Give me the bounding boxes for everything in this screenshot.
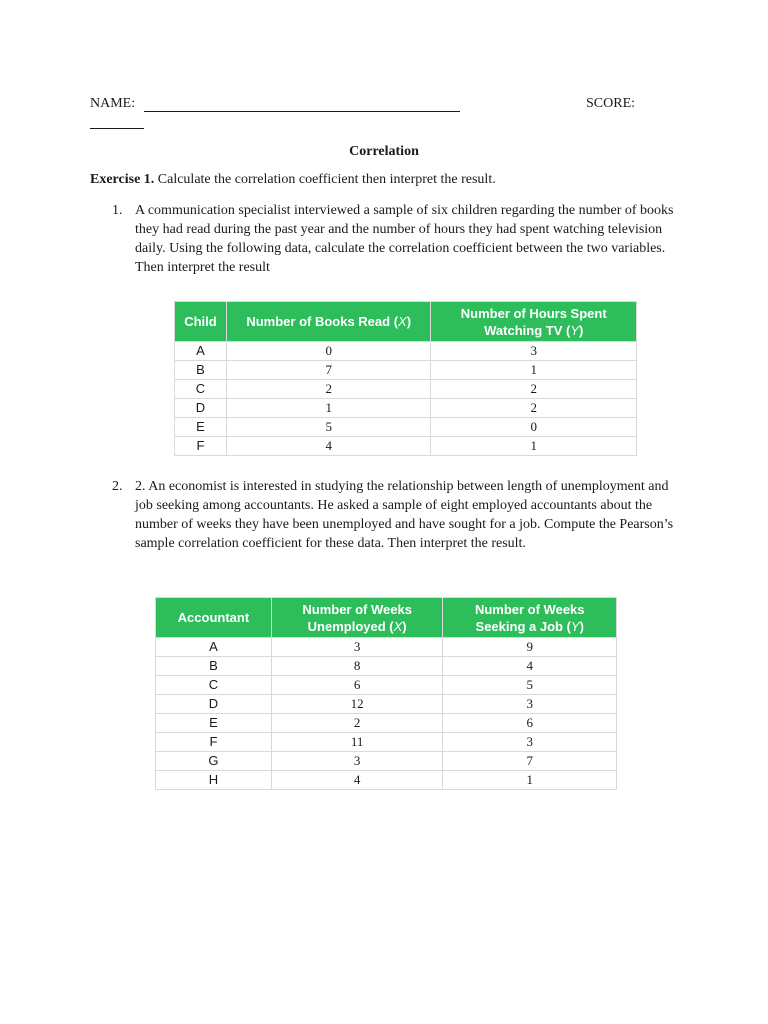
header-weeks-seeking-job: Number of Weeks Seeking a Job (Y) (443, 598, 617, 638)
value-cell: 12 (271, 695, 443, 714)
value-cell: 5 (443, 676, 617, 695)
row-label-cell: E (156, 714, 272, 733)
value-cell: 3 (271, 752, 443, 771)
table-row (175, 361, 637, 380)
value-cell: 8 (271, 657, 443, 676)
exercise-heading (90, 170, 496, 189)
value-cell: 7 (226, 361, 431, 380)
header-hours-tv: Number of Hours Spent Watching TV (Y) (431, 302, 637, 342)
table-row (156, 676, 617, 695)
header-weeks-unemployed: Number of Weeks Unemployed (X) (271, 598, 443, 638)
row-label-cell: G (156, 752, 272, 771)
score-blank-line (90, 128, 144, 129)
value-cell: 1 (443, 771, 617, 790)
value-cell: 2 (431, 399, 637, 418)
table-header-row (175, 302, 637, 342)
row-label-cell: E (175, 418, 227, 437)
value-cell: 4 (443, 657, 617, 676)
value-cell: 1 (431, 361, 637, 380)
name-label: NAME: (90, 96, 136, 111)
page-title: Correlation (349, 144, 419, 159)
table-row (175, 418, 637, 437)
value-cell: 11 (271, 733, 443, 752)
row-label-cell: D (175, 399, 227, 418)
value-cell: 6 (271, 676, 443, 695)
weeks-unemployed-table (155, 597, 617, 790)
value-cell: 2 (431, 380, 637, 399)
table-row (175, 342, 637, 361)
table-row (156, 638, 617, 657)
table-row (156, 771, 617, 790)
table-row (156, 714, 617, 733)
table-row (156, 733, 617, 752)
score-label: SCORE: (586, 96, 636, 111)
value-cell: 6 (443, 714, 617, 733)
table-header-row (156, 598, 617, 638)
books-tv-table (174, 301, 637, 456)
value-cell: 3 (443, 733, 617, 752)
row-label-cell: C (156, 676, 272, 695)
name-blank-line (144, 111, 460, 112)
value-cell: 0 (431, 418, 637, 437)
value-cell: 1 (431, 437, 637, 456)
value-cell: 1 (226, 399, 431, 418)
header-child: Child (175, 302, 227, 342)
row-label-cell: C (175, 380, 227, 399)
table-row (156, 657, 617, 676)
table-row (175, 399, 637, 418)
value-cell: 3 (271, 638, 443, 657)
exercise-instruction: Calculate the correlation coefficient then interpret the result. (157, 172, 496, 187)
table-row (175, 380, 637, 399)
value-cell: 7 (443, 752, 617, 771)
value-cell: 2 (226, 380, 431, 399)
value-cell: 0 (226, 342, 431, 361)
row-label-cell: H (156, 771, 272, 790)
question-1-number: 1. (112, 203, 123, 218)
header-accountant: Accountant (156, 598, 272, 638)
value-cell: 3 (431, 342, 637, 361)
row-label-cell: D (156, 695, 272, 714)
value-cell: 9 (443, 638, 617, 657)
value-cell: 3 (443, 695, 617, 714)
header-books-read: Number of Books Read (X) (226, 302, 431, 342)
question-2-number: 2. (112, 479, 123, 494)
table-row (175, 437, 637, 456)
row-label-cell: A (156, 638, 272, 657)
table-row (156, 695, 617, 714)
value-cell: 2 (271, 714, 443, 733)
question-1-text: A communication specialist interviewed a sample of six children regarding the number of books they had read during the past year and the number of hours they had spent watching television daily. Using the following data, calculate the correlation coefficient between the two variables. Then interpret the result (135, 203, 674, 275)
row-label-cell: F (156, 733, 272, 752)
value-cell: 5 (226, 418, 431, 437)
row-label-cell: B (156, 657, 272, 676)
question-2-text: 2. An economist is interested in studying the relationship between length of unemployment and job seeking among accountants. He asked a sample of eight employed accountants about the number of weeks they have been unemployed and have sought for a job. Compute the Pearson’s sample correlation coefficient for these data. Then interpret the result. (135, 479, 674, 551)
exercise-label: Exercise 1. (90, 172, 155, 187)
row-label-cell: A (175, 342, 227, 361)
value-cell: 4 (226, 437, 431, 456)
table-row (156, 752, 617, 771)
value-cell: 4 (271, 771, 443, 790)
row-label-cell: F (175, 437, 227, 456)
row-label-cell: B (175, 361, 227, 380)
